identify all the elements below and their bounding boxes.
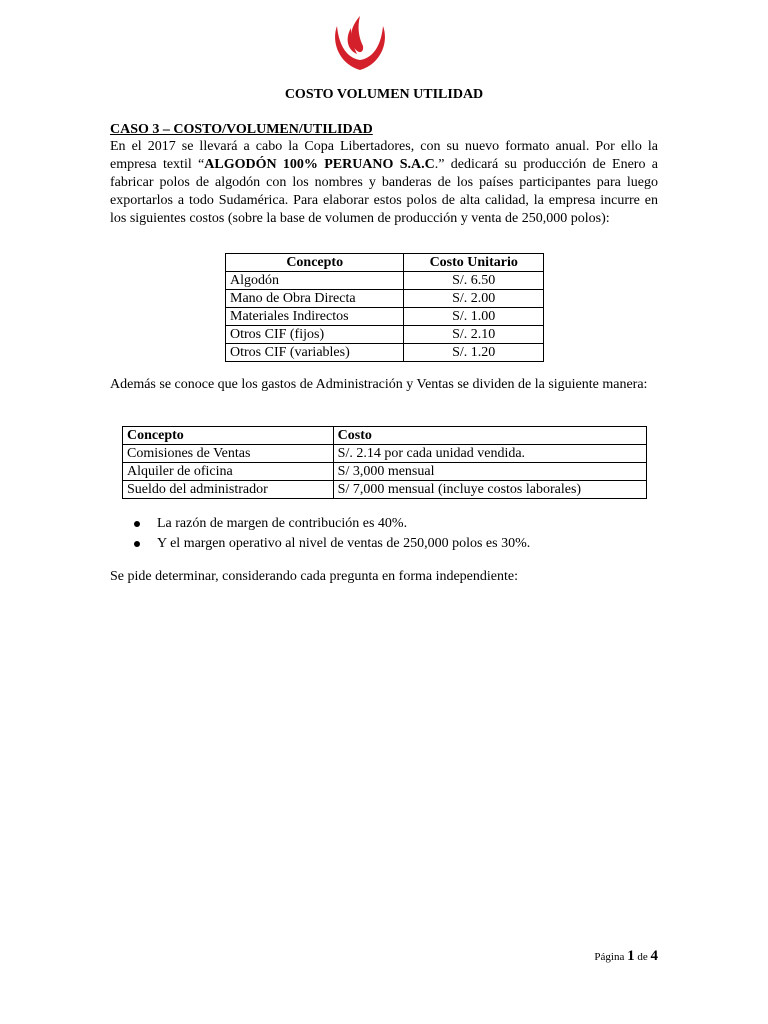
list-item-text: La razón de margen de contribución es 40%. xyxy=(157,516,408,531)
bullet-icon xyxy=(134,521,140,527)
expense-concept: Comisiones de Ventas xyxy=(123,445,334,463)
table-row xyxy=(123,445,647,463)
upc-logo-icon xyxy=(329,16,391,72)
cost-value: S/. 1.20 xyxy=(404,344,544,362)
header-concepto: Concepto xyxy=(226,254,404,272)
cost-concept: Otros CIF (fijos) xyxy=(226,326,404,344)
table-row xyxy=(123,481,647,499)
table-row xyxy=(226,326,544,344)
admin-expense-table xyxy=(122,426,647,499)
table-row xyxy=(226,290,544,308)
page-total: 4 xyxy=(650,948,658,964)
expense-concept: Alquiler de oficina xyxy=(123,463,334,481)
case-heading: CASO 3 – COSTO/VOLUMEN/UTILIDAD xyxy=(110,122,373,137)
cost-concept: Materiales Indirectos xyxy=(226,308,404,326)
question-prompt: Se pide determinar, considerando cada pregunta en forma independiente: xyxy=(110,569,518,584)
company-name: ALGODÓN 100% PERUANO S.A.C xyxy=(204,157,435,172)
expense-value: S/. 2.14 por cada unidad vendida. xyxy=(333,445,646,463)
expense-concept: Sueldo del administrador xyxy=(123,481,334,499)
expense-value: S/ 7,000 mensual (incluye costos laborales) xyxy=(333,481,646,499)
header-costo: Costo xyxy=(333,427,646,445)
page-current: 1 xyxy=(627,948,635,964)
unit-cost-table xyxy=(225,253,544,362)
expense-value: S/ 3,000 mensual xyxy=(333,463,646,481)
list-item-text: Y el margen operativo al nivel de ventas de 250,000 polos es 30%. xyxy=(157,536,531,551)
of-label: de xyxy=(637,951,648,963)
document-title: COSTO VOLUMEN UTILIDAD xyxy=(284,87,484,102)
intro-text-part2: .” dedicará su producción de Enero a fabricar polos de algodón con los nombres y banderas de los países participantes para luego exportarlos a todo Sudamérica. Para elaborar estos polos de alta calidad, la empresa incurre en los siguientes costos (sobre la base de volumen de producción y venta de 250,000 polos): xyxy=(110,157,658,226)
cost-value: S/. 2.10 xyxy=(404,326,544,344)
header-concepto: Concepto xyxy=(123,427,334,445)
intro-section xyxy=(110,122,658,228)
table-header-row xyxy=(226,254,544,272)
cost-value: S/. 1.00 xyxy=(404,308,544,326)
conditions-list xyxy=(130,514,530,554)
intro-paragraph xyxy=(110,138,658,228)
list-item xyxy=(130,534,530,554)
list-item xyxy=(130,514,530,534)
table-row xyxy=(226,308,544,326)
cost-concept: Algodón xyxy=(226,272,404,290)
table-row xyxy=(123,463,647,481)
table-row xyxy=(226,344,544,362)
admin-intro-paragraph: Además se conoce que los gastos de Administración y Ventas se dividen de la siguiente manera: xyxy=(110,377,648,392)
table-header-row xyxy=(123,427,647,445)
cost-value: S/. 6.50 xyxy=(404,272,544,290)
cost-concept: Mano de Obra Directa xyxy=(226,290,404,308)
intro-text-part1: En el 2017 se llevará a cabo la Copa Libertadores, con su nuevo formato anual. Por ello la empresa textil “ xyxy=(110,139,658,172)
bullet-icon xyxy=(134,541,140,547)
cost-concept: Otros CIF (variables) xyxy=(226,344,404,362)
cost-value: S/. 2.00 xyxy=(404,290,544,308)
header-costo-unitario: Costo Unitario xyxy=(404,254,544,272)
page-footer xyxy=(594,947,658,966)
table-row xyxy=(226,272,544,290)
page-label: Página xyxy=(594,951,625,963)
